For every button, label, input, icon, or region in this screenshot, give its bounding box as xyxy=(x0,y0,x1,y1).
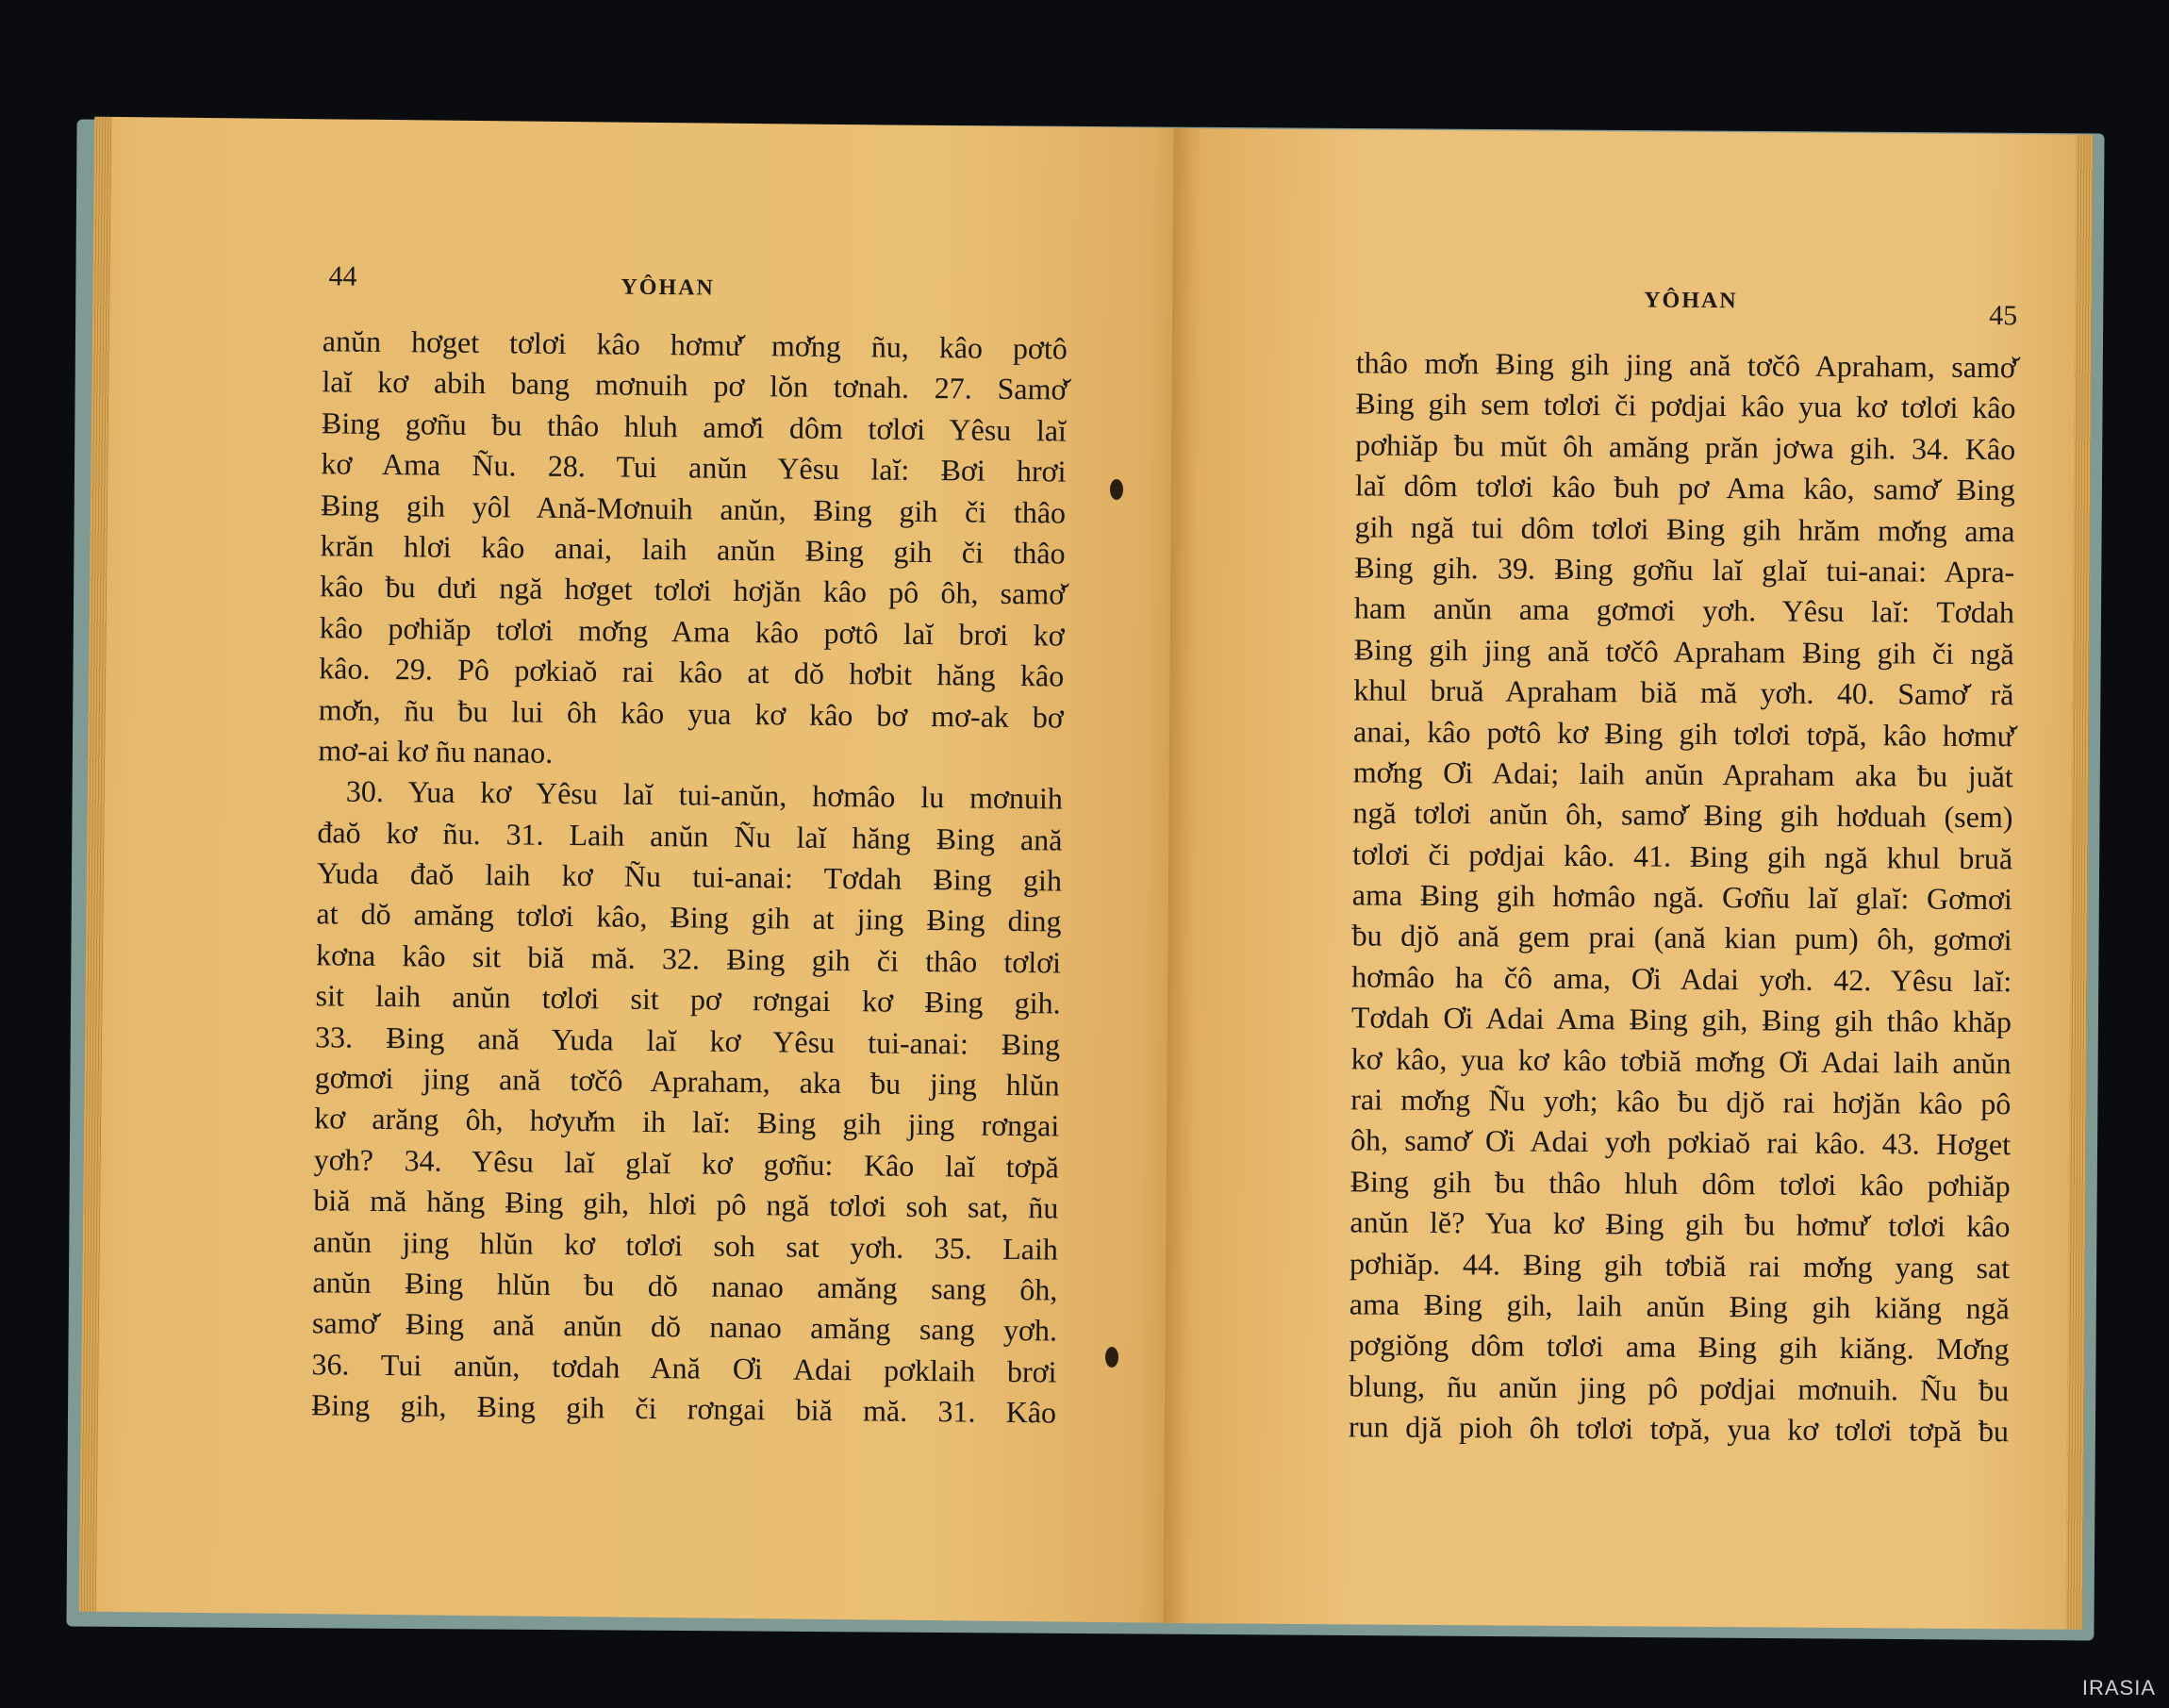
text-line: kâo ƀu dưi ngă hơget tơlơi hơjăn kâo pô ôh, samơ̆ xyxy=(319,569,1066,611)
text-line: Ƀing gih, Ƀing gih či rơngai biă mă. 31. Kâo xyxy=(310,1387,1057,1430)
text-line: kơ arăng ôh, hơyư̆m ih laĭ: Ƀing gih jing rơngai xyxy=(314,1101,1060,1143)
text-line: mơ̆n, ñu ƀu lui ôh kâo yua kơ kâo bơ mơ-ak bơ xyxy=(318,691,1064,735)
text-line: Tơdah Ơi Adai Ama Ƀing gih, Ƀing gih thâo khăp xyxy=(1350,1000,2012,1039)
open-book xyxy=(72,121,2099,1639)
text-line: anŭn hơget tơlơi kâo hơmư̆ mơ̆ng ñu, kâo pơtô xyxy=(322,323,1068,366)
page-number: 45 xyxy=(1989,300,2018,332)
text-line: Ƀing gih ƀu thâo hluh dôm tơlơi kâo pơhiăp xyxy=(1349,1164,2011,1203)
text-line: sit laih anŭn tơlơi sit pơ rơngai kơ Ƀing gih. xyxy=(315,978,1061,1020)
text-line: Ƀing gih jing ană tơčô Apraham Ƀing gih či ngă xyxy=(1353,632,2014,671)
text-line: ôh, samơ̆ Ơi Adai yơh pơkiaŏ rai kâo. 43. Hơget xyxy=(1349,1122,2012,1162)
text-line: kơna kâo sit biă mă. 32. Ƀing gih či thâo tơlơi xyxy=(315,937,1062,980)
text-line: Ƀing gih yôl Ană-Mơnuih anŭn, Ƀing gih či thâo xyxy=(320,487,1067,530)
watermark: IRASIA xyxy=(2081,1676,2156,1700)
left-page-text xyxy=(311,321,1068,1434)
text-line: đaŏ kơ ñu. 31. Laih anŭn Ñu laĭ hăng Ƀing ană xyxy=(317,814,1063,857)
text-line: laĭ dôm tơlơi kâo ƀuh pơ Ama kâo, samơ̆ Ƀing xyxy=(1354,468,2016,507)
text-line: thâo mơ̆n Ƀing gih jing ană tơčô Apraham, samơ̆ xyxy=(1355,345,2016,385)
text-line: anŭn jing hlŭn kơ tơlơi soh sat yơh. 35. Laih xyxy=(312,1223,1059,1267)
text-line: kâo. 29. Pô pơkiaŏ rai kâo at dŏ hơbit hăng kâo xyxy=(319,651,1065,693)
text-line: anŭn lĕ? Yua kơ Ƀing gih ƀu hơmư̆ tơlơi kâo xyxy=(1349,1204,2011,1244)
text-line: mơ̆ng Ơi Adai; laih anŭn Apraham aka ƀu juăt xyxy=(1352,755,2013,794)
text-line: laĭ kơ abih bang mơnuih pơ lŏn tơnah. 27. Samơ̆ xyxy=(322,364,1068,406)
right-page xyxy=(1163,128,2093,1630)
text-line: ama Ƀing gih hơmâo ngă. Gơñu laĭ glaĭ: Gơmơi xyxy=(1351,877,2012,917)
text-line: ngă tơlơi anŭn ôh, samơ̆ Ƀing gih hơduah (sem) xyxy=(1352,795,2013,835)
text-line: ƀu djŏ ană gem prai (ană kian pum) ôh, gơmơi xyxy=(1351,918,2012,957)
text-line: 33. Ƀing ană Yuda laĭ kơ Yêsu tui-anai: Ƀing xyxy=(314,1019,1061,1062)
binding-stitch xyxy=(1105,1347,1118,1368)
text-line: ama Ƀing gih, laih anŭn Ƀing gih kiăng ngă xyxy=(1349,1286,2010,1326)
text-line: rai mơ̆ng Ñu yơh; kâo ƀu djŏ rai hơjăn kâo pô xyxy=(1350,1082,2012,1121)
text-line: kơ Ama Ñu. 28. Tui anŭn Yêsu laĭ: Ƀơi hrơi xyxy=(321,446,1067,489)
text-line: pơhiăp ƀu mŭt ôh amăng prăn jơwa gih. 34. Kâo xyxy=(1355,427,2016,467)
text-line: tơlơi či pơdjai kâo. 41. Ƀing gih ngă khul bruă xyxy=(1352,837,2013,875)
text-line: yơh? 34. Yêsu laĭ glaĭ kơ gơñu: Kâo laĭ tơpă xyxy=(313,1142,1059,1185)
text-line: blung, ñu anŭn jing pô pơdjai mơnuih. Ñu ƀu xyxy=(1349,1368,2010,1408)
right-page-text xyxy=(1349,342,2016,1451)
text-line: at dŏ amăng tơlơi kâo, Ƀing gih at jing Ƀing ding xyxy=(316,896,1062,938)
text-line: Ƀing gơñu ƀu thâo hluh amơ̆i dôm tơlơi Yêsu laĭ xyxy=(321,406,1068,448)
text-line: pơgiŏng dôm tơlơi ama Ƀing gih kiăng. Mơ̆ng xyxy=(1349,1327,2010,1367)
text-line: ham anŭn ama gơmơi yơh. Yêsu laĭ: Tơdah xyxy=(1353,590,2015,630)
text-line: Ƀing gih sem tơlơi či pơdjai kâo yua kơ tơlơi kâo xyxy=(1355,386,2016,425)
text-line: anai, kâo pơtô kơ Ƀing gih tơlơi tơpă, kâo hơmư̆ xyxy=(1352,713,2014,753)
text-line: samơ̆ Ƀing ană anŭn dŏ nanao amăng sang yơh. xyxy=(311,1305,1058,1348)
text-line: 36. Tui anŭn, tơdah Ană Ơi Adai pơklaih brơi xyxy=(311,1346,1057,1389)
text-line: gơmơi jing ană tơčô Apraham, aka ƀu jing hlŭn xyxy=(314,1060,1060,1103)
text-line: khul bruă Apraham biă mă yơh. 40. Samơ̆ ră xyxy=(1353,672,2014,712)
text-line: anŭn Ƀing hlŭn ƀu dŏ nanao amăng sang ôh, xyxy=(312,1265,1058,1307)
text-line: kơ kâo, yua kơ kâo tơbiă mơ̆ng Ơi Adai laih anŭn xyxy=(1350,1040,2012,1080)
running-head: YÔHAN xyxy=(621,274,715,301)
text-line: Yuda đaŏ laih kơ Ñu tui-anai: Tơdah Ƀing gih xyxy=(316,855,1063,898)
text-line: mơ-ai kơ ñu nanao. xyxy=(318,733,554,770)
text-line: kâo pơhiăp tơlơi mơ̆ng Ama kâo pơtô laĭ brơi kơ xyxy=(319,610,1065,653)
text-line: Ƀing gih. 39. Ƀing gơñu laĭ glaĭ tui-anai: Apra- xyxy=(1354,550,2015,589)
text-line: biă mă hăng Ƀing gih, hlơi pô ngă tơlơi soh sat, ñu xyxy=(313,1183,1059,1225)
text-line: hơmâo ha čô ama, Ơi Adai yơh. 42. Yêsu laĭ: xyxy=(1351,959,2012,999)
text-line: 30. Yua kơ Yêsu laĭ tui-anŭn, hơmâo lu mơnuih xyxy=(345,773,1064,816)
left-page xyxy=(79,117,1203,1623)
binding-stitch xyxy=(1110,479,1123,500)
running-head: YÔHAN xyxy=(1644,288,1738,314)
text-line: run djă pioh ôh tơlơi tơpă, yua kơ tơlơi tơpă ƀu xyxy=(1348,1409,2010,1449)
text-line: gih ngă tui dôm tơlơi Ƀing gih hrăm mơ̆ng ama xyxy=(1354,508,2015,548)
text-line: pơhiăp. 44. Ƀing gih tơbiă rai mơ̆ng yang sat xyxy=(1349,1245,2011,1285)
text-line: krăn hlơi kâo anai, laih anŭn Ƀing gih či thâo xyxy=(320,528,1066,571)
page-number: 44 xyxy=(328,260,357,292)
